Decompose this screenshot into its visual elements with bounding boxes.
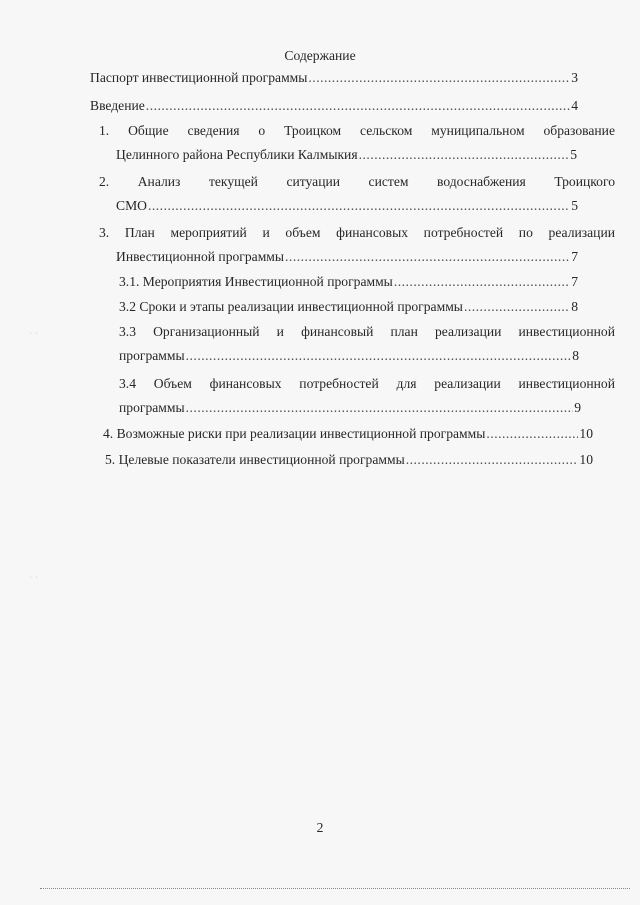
- dot-leader: [359, 143, 570, 167]
- dot-leader: [464, 295, 570, 319]
- dot-leader: [394, 270, 570, 294]
- toc-page-number: 7: [571, 274, 578, 289]
- toc-page-number: 9: [574, 400, 581, 415]
- toc-page-number: 4: [571, 98, 578, 113]
- page-number: 2: [316, 820, 324, 835]
- toc-entry-intro[interactable]: [90, 94, 578, 118]
- toc-entry-3[interactable]: [99, 221, 615, 269]
- scan-artifact: · ·: [30, 331, 39, 337]
- page-title: Содержание: [284, 48, 356, 63]
- toc-entry-label-line2: Инвестиционной программы: [116, 249, 285, 264]
- toc-entry-label-line1: 2. Анализ текущей ситуации систем водоснабжения Троицкого: [99, 174, 615, 189]
- toc-entry-label: Введение: [90, 98, 145, 113]
- toc-entry-label-line1: 1. Общие сведения о Троицком сельском муниципальном образование: [99, 123, 615, 138]
- toc-entry-3-1[interactable]: [119, 270, 578, 294]
- dot-leader: [146, 94, 570, 118]
- toc-entry-label: 5. Целевые показатели инвестиционной программы: [105, 452, 405, 467]
- toc-page-number: 8: [571, 299, 578, 314]
- toc-entry-5[interactable]: [105, 448, 593, 472]
- toc-entry-label-line1: 3.4 Объем финансовых потребностей для реализации инвестиционной: [119, 376, 615, 391]
- toc-entry-3-4[interactable]: [119, 372, 615, 420]
- toc-entry-label-line2: СМО: [116, 198, 147, 213]
- toc-entry-label-line2: программы: [119, 348, 185, 363]
- dot-leader: [285, 245, 570, 269]
- toc-page-number: 5: [570, 147, 577, 162]
- scan-edge-line: [40, 888, 630, 889]
- toc-entry-label: 3.1. Мероприятия Инвестиционной программы: [119, 274, 393, 289]
- toc-entry-1[interactable]: [99, 119, 615, 167]
- toc-entry-label: 4. Возможные риски при реализации инвестиционной программы: [103, 426, 486, 441]
- toc-page-number: 10: [579, 452, 593, 467]
- toc-entry-4[interactable]: [103, 422, 593, 446]
- toc-page-number: 8: [572, 348, 579, 363]
- dot-leader: [308, 66, 570, 90]
- dot-leader: [406, 448, 579, 472]
- toc-page-number: 3: [571, 70, 578, 85]
- toc-entry-2[interactable]: [99, 170, 615, 218]
- toc-entry-label: Паспорт инвестиционной программы: [90, 70, 308, 85]
- toc-entry-label-line1: 3.3 Организационный и финансовый план реализации инвестиционной: [119, 324, 615, 339]
- toc-entry-3-2[interactable]: [119, 295, 578, 319]
- dot-leader: [186, 396, 574, 420]
- toc-page-number: 7: [571, 249, 578, 264]
- dot-leader: [486, 422, 578, 446]
- scan-artifact: · ·: [30, 575, 39, 581]
- toc-entry-label-line1: 3. План мероприятий и объем финансовых потребностей по реализации: [99, 225, 615, 240]
- toc-entry-passport[interactable]: [90, 66, 578, 90]
- toc-entry-label-line2: программы: [119, 400, 185, 415]
- toc-entry-label-line2: Целинного района Республики Калмыкия: [116, 147, 358, 162]
- toc-entry-3-3[interactable]: [119, 320, 615, 368]
- toc-page-number: 10: [579, 426, 593, 441]
- toc-page-number: 5: [571, 198, 578, 213]
- dot-leader: [148, 194, 570, 218]
- dot-leader: [186, 344, 572, 368]
- toc-entry-label: 3.2 Сроки и этапы реализации инвестиционной программы: [119, 299, 463, 314]
